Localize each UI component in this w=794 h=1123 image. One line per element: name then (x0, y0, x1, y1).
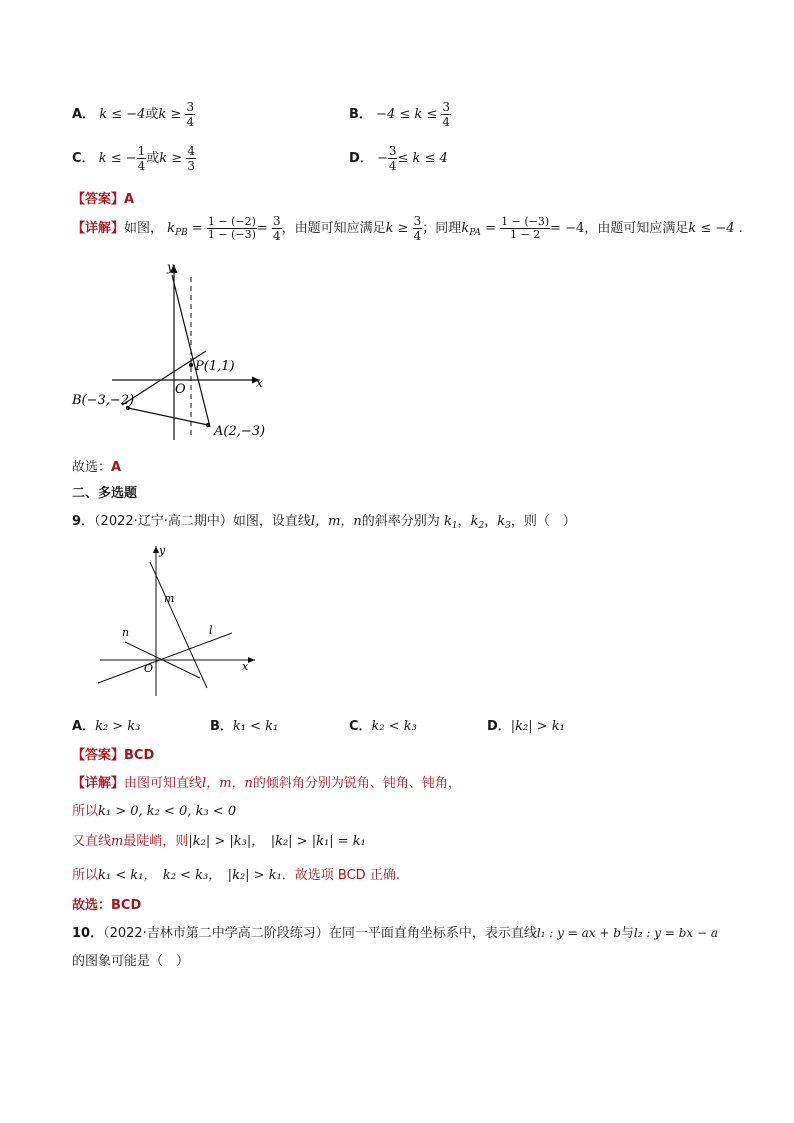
slope-pa: $k_{PA}$ (461, 221, 481, 238)
detail-text: ，由题可知应满足 (584, 221, 689, 236)
option-expr: k₂ < k₃ (371, 719, 417, 734)
option-conj: 或 (145, 107, 159, 122)
detail-line-3 (72, 830, 366, 849)
option-label: B． (210, 719, 233, 734)
line-l2: l₂ : y = bx − a (633, 926, 718, 940)
section-title: 二、多选题 (72, 486, 138, 501)
y-label: y (159, 544, 166, 557)
option-conj: 或 (146, 151, 160, 166)
detail-math: k₁ > 0, k₂ < 0, k₃ < 0 (98, 804, 237, 819)
question-text: 在同一平面直角坐标系中，表示直线 (328, 926, 537, 941)
choose-label: 故选： (72, 898, 112, 913)
option-expr: k₂ > k₃ (95, 719, 141, 734)
point-p-label: P(1,1) (195, 359, 235, 374)
k1: $k_1$ (443, 514, 458, 531)
detail-line-4 (72, 864, 400, 883)
answer-line (72, 188, 134, 207)
fraction: $\frac{1}{4}$ (137, 144, 146, 173)
detail-line: 【详解】如图， $k_{PB}$ = $\frac{1 - (-2)}{1 - (-3)}$ = $\frac{3}{4}$ ，由题可知应满足k ≥ $\frac{3}{4}$ ；同理$k_{PA}$ = $\frac{1 - (-3)}{1 - 2}$ = −4，由题可知应满足k ≤ −4 . (72, 214, 743, 243)
option-expr: k₁ < k₁ (232, 719, 279, 734)
option-expr: − (376, 151, 388, 166)
question-9: 9．（2022·辽宁·高二期中）如图，设直线l，m，n的斜率分别为 $k_1$，$k_2$，$k_3$，则（ ） (72, 514, 576, 531)
fraction: $\frac{4}{3}$ (187, 144, 195, 173)
option-expr: k ≥ (158, 107, 186, 122)
equals: = −4 (550, 221, 585, 236)
k2: $k_2$ (470, 514, 485, 531)
line-names: l，m，n (310, 514, 362, 529)
origin-label: O (144, 662, 154, 675)
detail-text: ；同理 (422, 221, 462, 236)
question-text: 如图，设直线 (232, 514, 311, 529)
answer-value: A (124, 192, 135, 207)
question-text: ，则（ ） (510, 514, 576, 529)
option-label: C． (72, 151, 95, 166)
answer-tag: 【答案】 (72, 748, 125, 763)
option-label: D． (349, 151, 373, 166)
q9-option-b (210, 715, 278, 734)
line-n-label: n (122, 626, 130, 639)
question-text: 与 (620, 926, 634, 941)
point-b-label: B(−3,−2) (72, 393, 135, 408)
q9-option-c (349, 715, 417, 734)
option-b (349, 100, 451, 129)
question-10-line2: 的图象可能是（ ） (72, 954, 190, 969)
option-label: A． (72, 107, 96, 122)
point-p (189, 363, 193, 367)
detail-line-1 (72, 772, 461, 791)
option-expr: −4 ≤ k ≤ (376, 107, 442, 122)
fraction: $\frac{3}{4}$ (413, 214, 422, 243)
line-m (150, 562, 207, 688)
detail-text: 所以 (72, 804, 99, 819)
equals: = (256, 221, 272, 236)
line-m-label: m (164, 592, 175, 605)
detail-text: 的倾斜角分别为锐角、钝角、钝角， (252, 776, 461, 791)
question-10 (72, 922, 718, 941)
figure-q9 (90, 538, 265, 698)
line-names: l，m，n (202, 776, 253, 791)
detail-text: ，由题可知应满足 (281, 221, 386, 236)
fraction: $\frac{1 - (-2)}{1 - (-3)}$ (207, 215, 256, 241)
point-a (206, 423, 210, 427)
detail-line-2 (72, 800, 236, 819)
detail-tag: 【详解】 (72, 221, 125, 236)
q9-option-a (72, 715, 140, 734)
question-number: 9． (72, 514, 95, 529)
option-expr: k ≥ (159, 151, 187, 166)
answer-value: BCD (124, 748, 155, 763)
choose-label: 故选： (72, 460, 112, 475)
detail-tag: 【详解】 (72, 776, 125, 791)
fraction: $\frac{3}{4}$ (272, 214, 281, 243)
option-label: D． (487, 719, 511, 734)
option-a (72, 100, 195, 129)
detail-math: |k₂| > |k₃|， |k₂| > |k₁| = k₁ (188, 834, 366, 849)
detail-text: 最陡峭，则 (123, 834, 189, 849)
condition: k ≤ −4 . (688, 221, 743, 236)
fraction: $\frac{1 - (-3)}{1 - 2}$ (501, 215, 550, 241)
question-text: 的斜率分别为 (361, 514, 440, 529)
line-name: m (111, 834, 124, 849)
choose-answer: BCD (111, 898, 142, 913)
option-label: A． (72, 719, 96, 734)
option-expr: |k₂| > k₁ (510, 719, 565, 734)
option-d (349, 144, 448, 173)
question-source: （2022·吉林市第二中学高二阶段练习） (103, 926, 329, 941)
y-label: y (167, 260, 174, 274)
choose-line (72, 456, 121, 475)
option-expr: k ≤ −4 (99, 107, 146, 122)
slope-pb: $k_{PB}$ (167, 221, 188, 238)
option-expr: k ≤ − (98, 151, 137, 166)
detail-text: ．故选项 BCD 正确. (281, 868, 400, 883)
k3: $k_3$ (497, 514, 511, 531)
fraction: $\frac{3}{4}$ (186, 100, 195, 129)
choose-line (72, 894, 141, 913)
answer-tag: 【答案】 (72, 192, 125, 207)
point-a-label: A(2,−3) (214, 424, 266, 439)
detail-text: 由图可知直线 (124, 776, 203, 791)
origin-label: O (175, 382, 186, 397)
option-expr: ≤ k ≤ 4 (397, 151, 448, 166)
line-l1: l₁ : y = ax + b (536, 926, 621, 940)
condition: k ≥ (385, 221, 413, 236)
detail-text: 如图， (124, 221, 164, 236)
option-c (72, 144, 196, 173)
x-axis-arrow (248, 657, 255, 663)
option-label: C． (349, 719, 372, 734)
x-label: x (256, 376, 263, 390)
fraction: $\frac{3}{4}$ (388, 144, 397, 173)
segment-ba (128, 408, 208, 425)
answer-line (72, 744, 154, 763)
detail-text: 所以 (72, 868, 99, 883)
fraction: $\frac{3}{4}$ (442, 100, 451, 129)
detail-math: k₁ < k₁， k₂ < k₃， |k₂| > k₁ (98, 868, 282, 883)
line-l-label: l (209, 624, 213, 637)
detail-text: 又直线 (72, 834, 112, 849)
line-l (98, 633, 232, 683)
line-pb (122, 351, 206, 405)
choose-answer: A (111, 460, 122, 475)
question-number: 10． (72, 926, 104, 941)
x-label: x (242, 660, 249, 673)
question-source: （2022·辽宁·高二期中） (94, 514, 233, 529)
figure-q8 (60, 255, 280, 450)
option-label: B． (349, 107, 372, 122)
q9-option-d (487, 715, 565, 734)
